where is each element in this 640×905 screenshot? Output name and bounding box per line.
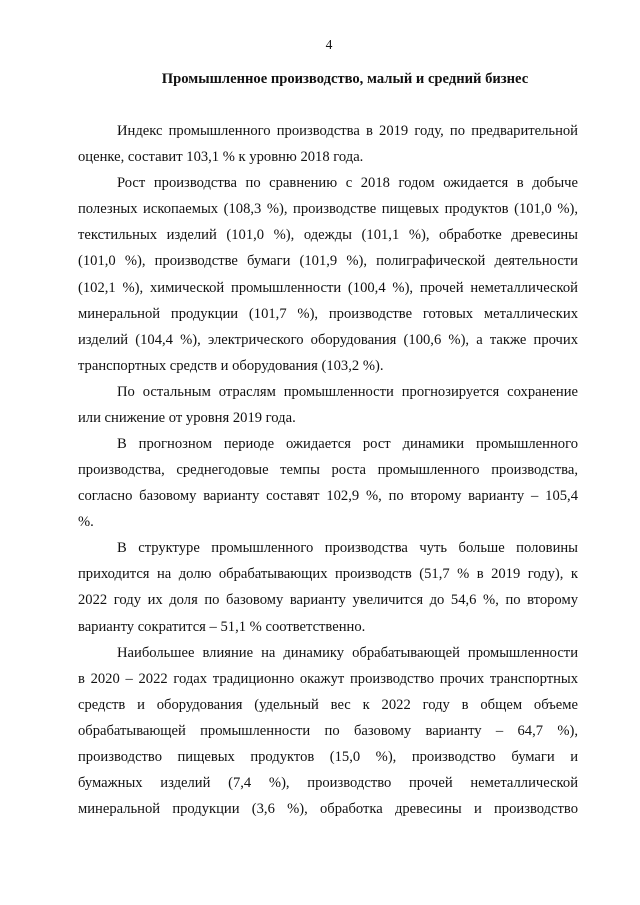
text-line: По остальным отраслям промышленности прогнозируется сохранение xyxy=(117,383,578,400)
text-line: минеральной продукции (101,7 %), производстве готовых металлических xyxy=(78,305,578,322)
text-line: в 2020 – 2022 годах традиционно окажут производство прочих транспортных xyxy=(78,670,578,687)
text-line: минеральной продукции (3,6 %), обработка древесины и производство xyxy=(78,801,578,818)
text-line: текстильных изделий (101,0 %), одежды (101,1 %), обработке древесины xyxy=(78,227,578,244)
text-line: (102,1 %), химической промышленности (100,4 %), прочей неметаллической xyxy=(78,279,578,296)
text-line: производство пищевых продуктов (15,0 %), производство бумаги и xyxy=(78,748,578,765)
text-line: Наибольшее влияние на динамику обрабатывающей промышленности xyxy=(117,644,578,661)
text-line: производства, среднегодовые темпы роста промышленного производства, xyxy=(78,462,578,478)
text-line: (101,0 %), производстве бумаги (101,9 %), полиграфической деятельности xyxy=(78,253,578,270)
text-line: %. xyxy=(78,514,94,531)
text-line: средств и оборудования (удельный вес к 2022 году в общем объеме xyxy=(78,696,578,713)
text-line: Рост производства по сравнению с 2018 годом ожидается в добыче xyxy=(117,175,578,192)
text-line: Индекс промышленного производства в 2019 году, по предварительной xyxy=(117,123,578,139)
page-number: 4 xyxy=(325,37,333,52)
text-line: или снижение от уровня 2019 года. xyxy=(78,409,296,426)
section-title: Промышленное производство, малый и средний бизнес xyxy=(161,71,529,87)
text-line: 2022 году их доля по базовому варианту увеличится до 54,6 %, по второму xyxy=(78,592,578,609)
text-line: транспортных средств и оборудования (103,2 %). xyxy=(78,357,384,374)
text-line: обрабатывающей промышленности по базовому варианту – 64,7 %), xyxy=(78,722,578,739)
text-line: В структуре промышленного производства чуть больше половины xyxy=(117,540,578,557)
text-line: полезных ископаемых (108,3 %), производстве пищевых продуктов (101,0 %), xyxy=(78,201,578,218)
text-line: приходится на долю обрабатывающих производств (51,7 % в 2019 году), к xyxy=(78,566,578,583)
text-line: бумажных изделий (7,4 %), производство прочей неметаллической xyxy=(78,775,578,791)
text-line: варианту сократится – 51,1 % соответственно. xyxy=(78,618,366,635)
text-line: изделий (104,4 %), электрического оборудования (100,6 %), а также прочих xyxy=(78,331,578,348)
text-line: согласно базовому варианту составят 102,9 %, по второму варианту – 105,4 xyxy=(78,488,578,505)
text-line: оценке, составит 103,1 % к уровню 2018 года. xyxy=(78,149,364,166)
text-line: В прогнозном периоде ожидается рост динамики промышленного xyxy=(117,436,578,452)
